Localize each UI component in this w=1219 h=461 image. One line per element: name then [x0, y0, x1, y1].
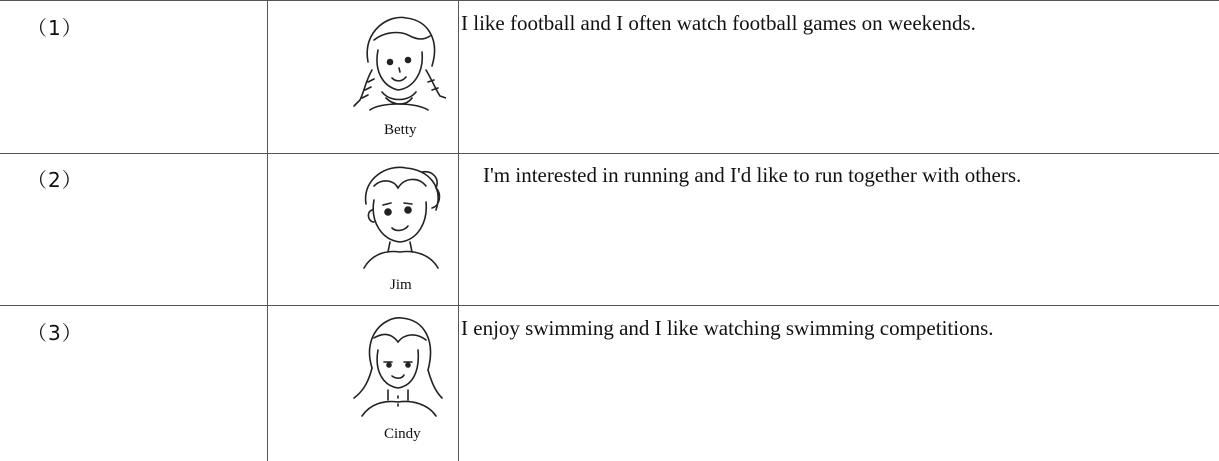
- row-divider-1: [0, 153, 1219, 154]
- column-divider-2: [458, 0, 459, 461]
- row-number: （1）: [27, 16, 83, 40]
- statement-text: I'm interested in running and I'd like to run together with others.: [483, 163, 1022, 187]
- person-name: Betty: [384, 122, 417, 138]
- cindy-portrait: [348, 312, 444, 442]
- row-divider-2: [0, 305, 1219, 306]
- column-divider-1: [267, 0, 268, 461]
- boy-face-icon: [352, 160, 448, 290]
- statement-text: I enjoy swimming and I like watching swimming competitions.: [461, 316, 994, 340]
- person-name: Jim: [390, 277, 412, 293]
- girl-braids-icon: [350, 10, 446, 140]
- row-number: （3）: [27, 321, 83, 345]
- jim-portrait: [352, 160, 448, 290]
- table-border-top: [0, 0, 1219, 1]
- betty-portrait: [350, 10, 446, 140]
- row-number: （2）: [27, 168, 83, 192]
- girl-long-hair-icon: [348, 312, 444, 442]
- statement-text: I like football and I often watch football games on weekends.: [461, 11, 976, 35]
- person-name: Cindy: [384, 426, 421, 442]
